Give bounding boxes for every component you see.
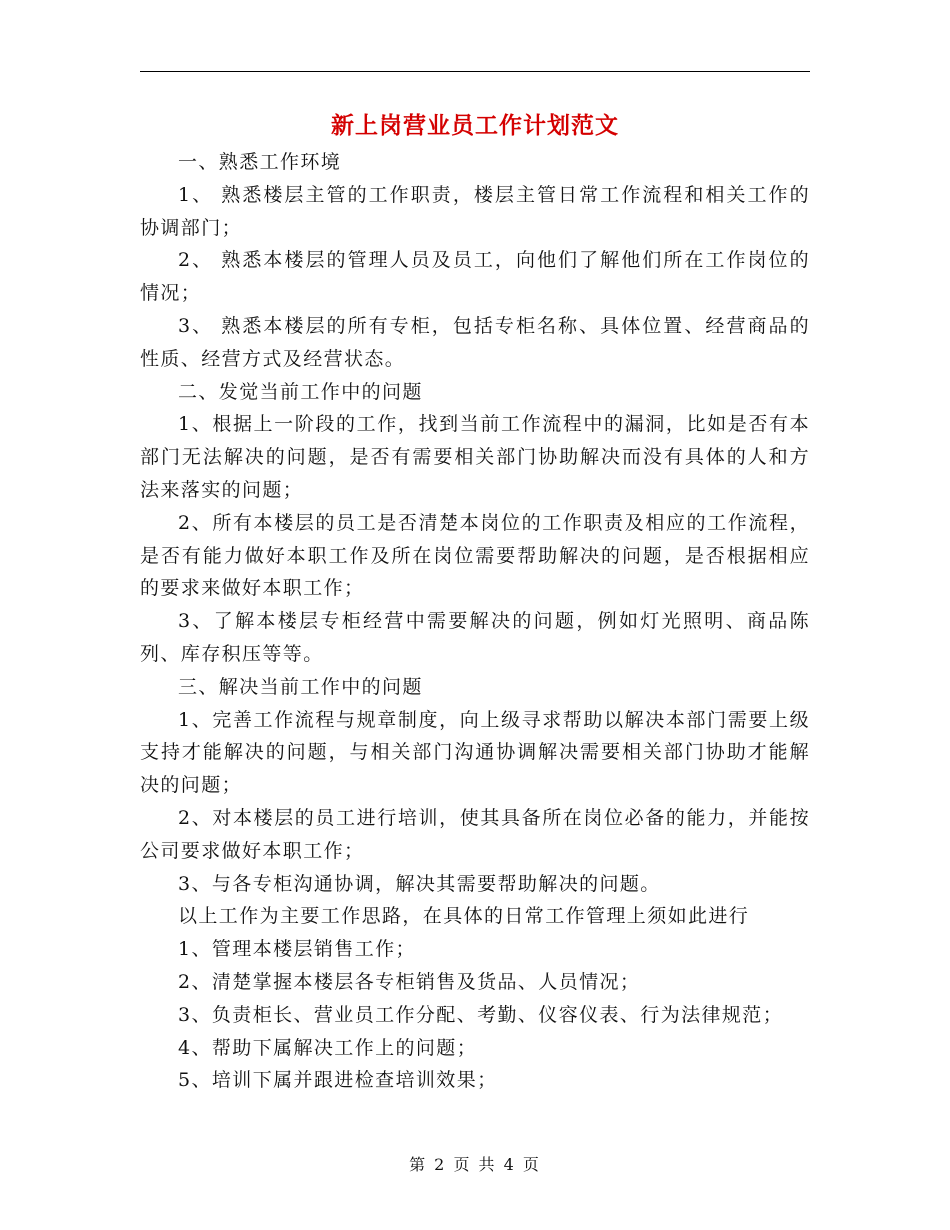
body-paragraph: 以上工作为主要工作思路，在具体的日常工作管理上须如此进行 <box>178 905 750 928</box>
body-paragraph: 3、 熟悉本楼层的所有专柜，包括专柜名称、具体位置、经营商品的性质、经营方式及经营状态。 <box>140 314 810 370</box>
section-heading: 三、解决当前工作中的问题 <box>178 675 423 698</box>
section-heading: 二、发觉当前工作中的问题 <box>178 380 423 403</box>
list-item: 3、负责柜长、营业员工作分配、考勤、仪容仪表、行为法律规范； <box>178 1003 784 1026</box>
body-paragraph: 1、 熟悉楼层主管的工作职责，楼层主管日常工作流程和相关工作的协调部门； <box>140 183 810 239</box>
list-item: 2、清楚掌握本楼层各专柜销售及货品、人员情况； <box>178 970 641 993</box>
body-paragraph: 2、 熟悉本楼层的管理人员及员工，向他们了解他们所在工作岗位的情况； <box>140 249 810 305</box>
page-number: 第 2 页 共 4 页 <box>409 1155 541 1174</box>
body-paragraph: 3、与各专柜沟通协调，解决其需要帮助解决的问题。 <box>178 872 661 895</box>
body-paragraph: 1、完善工作流程与规章制度，向上级寻求帮助以解决本部门需要上级支持才能解决的问题，与相关部门沟通协调解决需要相关部门协助才能解决的问题； <box>140 708 810 797</box>
body-paragraph: 1、根据上一阶段的工作，找到当前工作流程中的漏洞，比如是否有本部门无法解决的问题，是否有需要相关部门协助解决而没有具体的人和方法来落实的问题； <box>140 413 810 501</box>
section-heading: 一、熟悉工作环境 <box>178 151 342 173</box>
document-title: 新上岗营业员工作计划范文 <box>331 112 619 139</box>
header-rule <box>140 71 810 72</box>
body-paragraph: 3、了解本楼层专柜经营中需要解决的问题，例如灯光照明、商品陈列、库存积压等等。 <box>140 610 810 665</box>
list-item: 4、帮助下属解决工作上的问题； <box>178 1036 478 1059</box>
list-item: 5、培训下属并跟进检查培训效果； <box>178 1069 498 1092</box>
list-item: 1、管理本楼层销售工作； <box>178 938 416 961</box>
document-body <box>140 146 810 1097</box>
body-paragraph: 2、对本楼层的员工进行培训，使其具备所在岗位必备的能力，并能按公司要求做好本职工作； <box>140 806 810 862</box>
body-paragraph: 2、所有本楼层的员工是否清楚本岗位的工作职责及相应的工作流程，是否有能力做好本职工作及所在岗位需要帮助解决的问题，是否根据相应的要求来做好本职工作； <box>140 511 810 600</box>
